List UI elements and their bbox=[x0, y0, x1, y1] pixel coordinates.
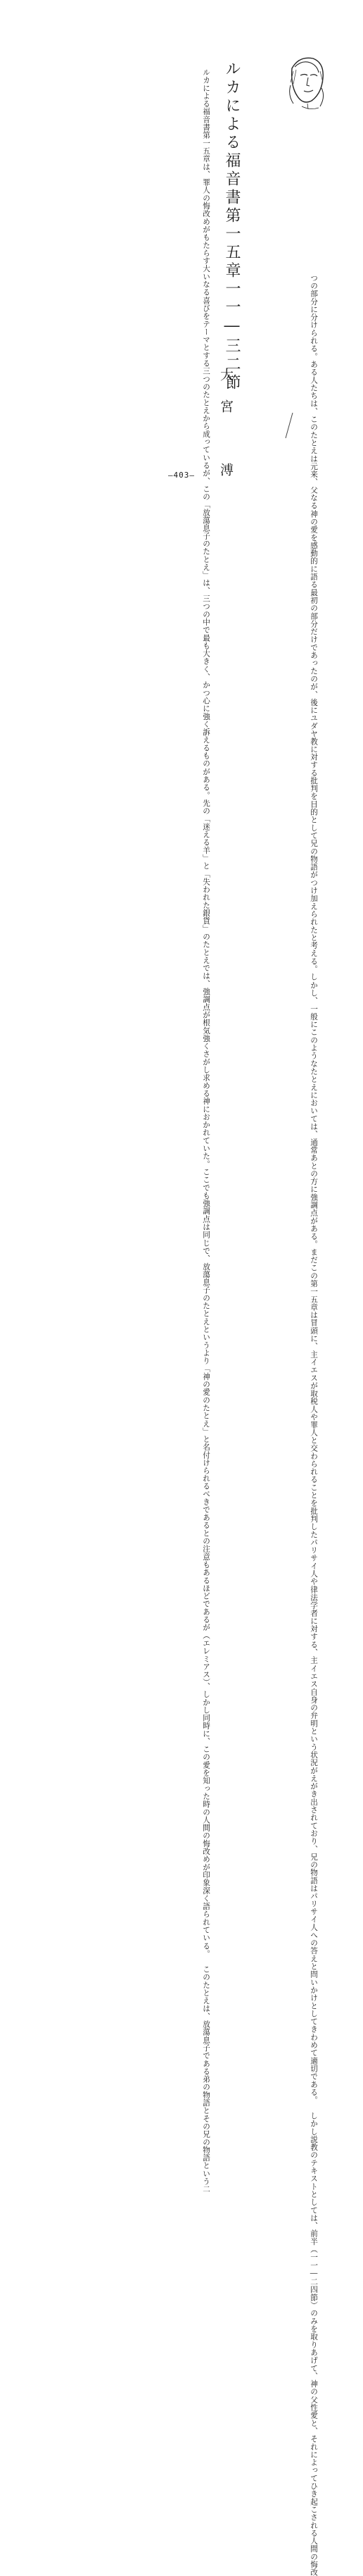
page-number: ―403― bbox=[167, 471, 196, 480]
body-line: しかし説教のテキストとしては、前半（一一―二四節）のみを取 bbox=[310, 2103, 318, 2341]
body-line: に対する批判を目的として兄の物語がつけ加えられたと考える。し bbox=[310, 745, 318, 981]
body-line: ルカによる福音書第一五章は、罪人の悔改めがもたらす大いなる bbox=[202, 61, 210, 297]
body-line: 喜びをテーマとする三つのたとえから成っているが、この「放蕩息 bbox=[202, 296, 210, 532]
body-line: 子のたとえ」は、三つの中で最も大きく、かつ心に強く訴えるもの bbox=[202, 532, 210, 768]
body-text-lower bbox=[307, 274, 319, 2576]
body-line: イエス自身の弁明という状況がえがき出されており、兄の物語はパ bbox=[310, 1664, 318, 1900]
author-name: 大宮 溥 bbox=[218, 368, 234, 494]
body-line: がある。先の「迷える羊」と「失われた銀貨」のたとえでは、強調 bbox=[202, 767, 210, 1003]
body-text-upper bbox=[200, 61, 211, 2194]
body-line: 点が根気強くさがし求める神におかれていた。ここでも強調点は同 bbox=[202, 1003, 210, 1239]
body-line: じで、放蕩息子のたとえというより「神の愛のたとえ」と名付けら bbox=[202, 1238, 210, 1474]
body-line: る。 bbox=[202, 1941, 210, 1958]
article-title: ルカによる福音書第一五章一一―三二節 bbox=[223, 61, 241, 392]
margin-pen-mark bbox=[284, 411, 294, 440]
body-line: れるべきであるとの注意もあるほどであるが（エレミアス）、しか bbox=[202, 1474, 210, 1707]
body-line: リサイ人への答えと問いかけとしてきわめて適切である。 bbox=[310, 1900, 318, 2104]
body-line: かし、一般にこのようなたとえにおいては、通常あとの方に bbox=[310, 981, 318, 1193]
body-line: 神の愛を感動的に語る最初の部分だけであったのが、後にユダヤ教 bbox=[310, 509, 318, 745]
portrait-illustration bbox=[286, 54, 326, 111]
body-line: 強調点がある。まだこの第一五章は冒頭に、主イエスが取税人や罪 bbox=[310, 1193, 318, 1429]
body-line: 人と交わられることを批判したパリサイ人や律法学者に対する、主 bbox=[310, 1429, 318, 1665]
body-line: りあげて、神の父性愛と、それによってひき起こされる人間の悔改 bbox=[310, 2340, 318, 2576]
body-line: このたとえは、放蕩息子である弟の物語とその兄の物語という二 bbox=[202, 1958, 210, 2194]
body-line: つの部分に分けられる。ある人たちは、このたとえは元来、父なる bbox=[310, 274, 318, 510]
body-line: し同時に、この愛を知った時の人間の悔改めが印象深く語られてい bbox=[202, 1706, 210, 1942]
